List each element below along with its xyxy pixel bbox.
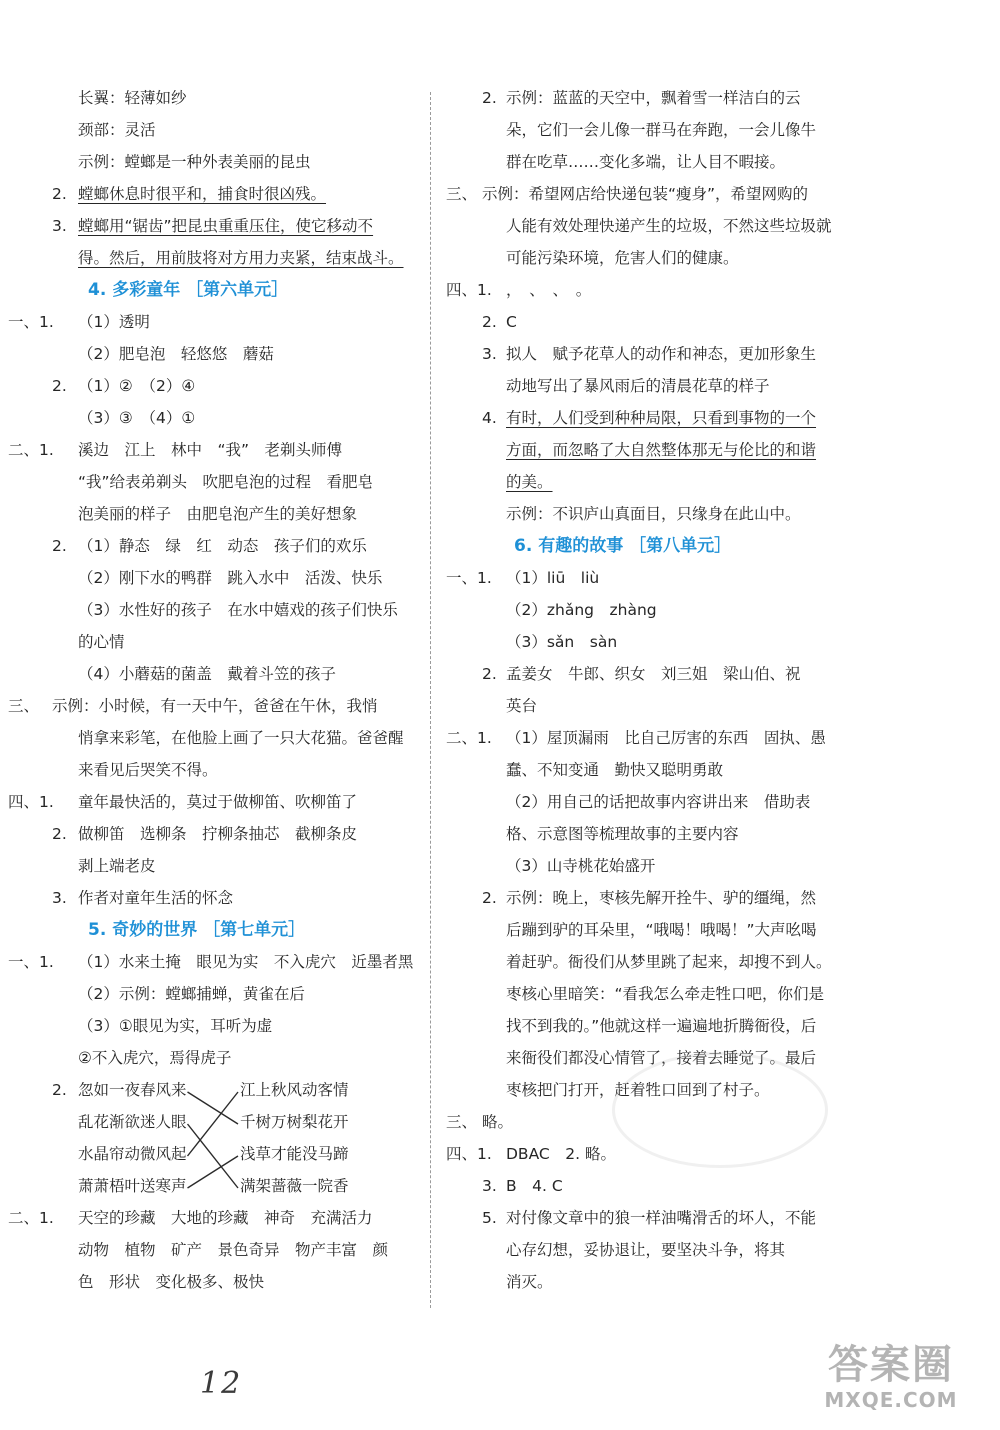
answer-text: DBAC 2. 略。 xyxy=(506,1145,616,1163)
watermark-logo xyxy=(802,1342,980,1412)
answer-text: 示例：螳螂是一种外表美丽的昆虫 xyxy=(78,153,311,171)
question-number: 一、1. xyxy=(446,569,492,587)
answer-text: （4）小蘑菇的菌盖 戴着斗笠的孩子 xyxy=(78,665,336,683)
question-number: 一、1. xyxy=(8,313,54,331)
match-connector-line xyxy=(188,1156,238,1188)
answer-text: 有时，人们受到种种局限，只看到事物的一个 xyxy=(506,409,817,427)
answer-text: 螳螂休息时很平和，捕食时很凶残。 xyxy=(78,185,327,203)
question-number: 二、1. xyxy=(8,441,54,459)
answer-text: 着赶驴。衙役们从梦里跳了起来，却搜不到人。 xyxy=(506,953,832,971)
answer-text: 来衙役们都没心情管了，接着去睡觉了。最后 xyxy=(506,1049,817,1067)
answer-text: 的美。 xyxy=(506,473,553,491)
match-right-item: 千树万树梨花开 xyxy=(240,1113,349,1131)
answer-text: C xyxy=(506,313,517,331)
answer-text: 群在吃草……变化多端，让人目不暇接。 xyxy=(506,153,786,171)
question-number: 3. xyxy=(52,217,67,235)
match-left-item: 萧萧梧叶送寒声 xyxy=(78,1177,187,1195)
page-number: 12 xyxy=(200,1366,243,1401)
answer-text: ②不入虎穴，焉得虎子 xyxy=(78,1049,232,1067)
answer-text: 人能有效处理快递产生的垃圾，不然这些垃圾就 xyxy=(506,217,832,235)
answer-text: 可能污染环境，危害人们的健康。 xyxy=(506,249,739,267)
answer-text: 的心情 xyxy=(78,633,125,651)
section-heading-text: 5. 奇妙的世界 ［第七单元］ xyxy=(88,920,306,940)
answer-text: （1）透明 xyxy=(78,313,150,331)
answer-text: 螳螂用“锯齿”把昆虫重重压住，使它移动不 xyxy=(78,217,374,235)
match-connector-line xyxy=(188,1092,238,1156)
answer-text: 消灭。 xyxy=(506,1273,553,1291)
match-right-item: 浅草才能没马蹄 xyxy=(240,1145,349,1163)
answer-text: （3）山寺桃花始盛开 xyxy=(506,857,656,875)
answer-text: 枣核心里暗笑：“看我怎么牵走牲口吧，你们是 xyxy=(506,985,825,1003)
question-number: 2. xyxy=(52,825,67,843)
answer-text: （2）肥皂泡 轻悠悠 蘑菇 xyxy=(78,345,274,363)
answer-text: 天空的珍藏 大地的珍藏 神奇 充满活力 xyxy=(78,1209,373,1227)
answer-text: 后蹦到驴的耳朵里，“哦喝！哦喝！”大声吆喝 xyxy=(506,921,817,939)
answer-text: 蠢、不知变通 勤快又聪明勇敢 xyxy=(506,761,724,779)
answer-text: 方面，而忽略了大自然整体那无与伦比的和谐 xyxy=(506,441,817,459)
answer-text: 示例：晚上，枣核先解开拴牛、驴的缰绳，然 xyxy=(506,889,817,907)
question-number: 三、 xyxy=(8,697,40,715)
answer-text: 枣核把门打开，赶着牲口回到了村子。 xyxy=(506,1081,770,1099)
answer-text: 动地写出了暴风雨后的清晨花草的样子 xyxy=(506,377,770,395)
question-number: 3. xyxy=(52,889,67,907)
question-number: 3. xyxy=(482,345,497,363)
answer-text: （2）用自己的话把故事内容讲出来 借助表 xyxy=(506,793,811,811)
match-left-item: 水晶帘动微风起 xyxy=(78,1145,187,1163)
answer-text: 孟姜女 牛郎、织女 刘三姐 梁山伯、祝 xyxy=(506,665,801,683)
answer-text: “我”给表弟剃头 吹肥皂泡的过程 看肥皂 xyxy=(78,473,374,491)
match-right-item: 满架蔷薇一院香 xyxy=(240,1177,349,1195)
answer-text: （2）刚下水的鸭群 跳入水中 活泼、快乐 xyxy=(78,569,383,587)
question-number: 四、1. xyxy=(446,1145,492,1163)
answer-text: （3）③ （4）① xyxy=(78,409,196,427)
answer-text: （2）zhǎng zhàng xyxy=(506,601,657,619)
question-number: 2. xyxy=(52,1081,67,1099)
question-number: 一、1. xyxy=(8,953,54,971)
question-number: 二、1. xyxy=(446,729,492,747)
answer-text: （3）水性好的孩子 在水中嬉戏的孩子们快乐 xyxy=(78,601,398,619)
match-connector-line xyxy=(188,1124,238,1188)
match-connector-line xyxy=(188,1092,238,1124)
answer-text: 示例：希望网店给快递包装“瘦身”，希望网购的 xyxy=(482,185,809,203)
answer-text: 长翼：轻薄如纱 xyxy=(78,89,187,107)
answer-text: （1）② （2）④ xyxy=(78,377,196,395)
answer-text: （1）liū liù xyxy=(506,569,600,587)
answer-text: 溪边 江上 林中 “我” 老剃头师傅 xyxy=(78,441,343,459)
answer-text: 童年最快活的，莫过于做柳笛、吹柳笛了 xyxy=(78,793,358,811)
answer-text: 格、示意图等梳理故事的主要内容 xyxy=(506,825,739,843)
answer-text: 略。 xyxy=(482,1113,514,1131)
watermark-text: 答案圈 xyxy=(828,1342,954,1388)
question-number: 2. xyxy=(52,377,67,395)
answer-text: 朵，它们一会儿像一群马在奔跑，一会儿像牛 xyxy=(506,121,817,139)
answer-text: B 4. C xyxy=(506,1177,563,1195)
question-number: 2. xyxy=(482,313,497,331)
watermark-url: MXQE.COM xyxy=(824,1388,958,1412)
section-heading-text: 6. 有趣的故事 ［第八单元］ xyxy=(514,536,732,556)
answer-text: 示例：不识庐山真面目，只缘身在此山中。 xyxy=(506,505,801,523)
question-number: 四、1. xyxy=(446,281,492,299)
answer-text: （2）示例：螳螂捕蝉，黄雀在后 xyxy=(78,985,305,1003)
answer-text: ， 、 、 。 xyxy=(506,281,592,299)
question-number: 四、1. xyxy=(8,793,54,811)
question-number: 三、 xyxy=(446,1113,478,1131)
answer-text: 英台 xyxy=(506,697,538,715)
question-number: 2. xyxy=(52,185,67,203)
question-number: 三、 xyxy=(446,185,478,203)
question-number: 2. xyxy=(52,537,67,555)
answer-text: 示例：小时候，有一天中午，爸爸在午休，我悄 xyxy=(52,697,378,715)
section-heading-text: 4. 多彩童年 ［第六单元］ xyxy=(88,280,289,300)
answer-text: 来看见后哭笑不得。 xyxy=(78,761,218,779)
answer-text: （3）sǎn sàn xyxy=(506,633,618,651)
question-number: 4. xyxy=(482,409,497,427)
question-number: 3. xyxy=(482,1177,497,1195)
answer-text: （1）静态 绿 红 动态 孩子们的欢乐 xyxy=(78,537,367,555)
question-number: 二、1. xyxy=(8,1209,54,1227)
answer-text: 作者对童年生活的怀念 xyxy=(78,889,234,907)
answer-text: 示例：蓝蓝的天空中，飘着雪一样洁白的云 xyxy=(506,89,801,107)
answer-text: 悄拿来彩笔，在他脸上画了一只大花猫。爸爸醒 xyxy=(78,729,404,747)
answer-text: 泡美丽的样子 由肥皂泡产生的美好想象 xyxy=(78,505,358,523)
question-number: 2. xyxy=(482,89,497,107)
answer-text: 心存幻想，妥协退让，要坚决斗争，将其 xyxy=(506,1241,786,1259)
answer-text: 做柳笛 选柳条 拧柳条抽芯 截柳条皮 xyxy=(78,825,358,843)
answer-text: （3）①眼见为实，耳听为虚 xyxy=(78,1017,273,1035)
match-right-item: 江上秋风动客情 xyxy=(240,1081,349,1099)
question-number: 5. xyxy=(482,1209,497,1227)
match-left-item: 忽如一夜春风来 xyxy=(78,1081,187,1099)
answer-text: （1）水来土掩 眼见为实 不入虎穴 近墨者黑 xyxy=(78,953,414,971)
question-number: 2. xyxy=(482,665,497,683)
answer-text: 对付像文章中的狼一样油嘴滑舌的坏人，不能 xyxy=(506,1209,817,1227)
answer-text: （1）屋顶漏雨 比自己厉害的东西 固执、愚 xyxy=(506,729,826,747)
answer-text: 找不到我的。”他就这样一遍遍地折腾衙役，后 xyxy=(506,1017,817,1035)
answer-text: 颈部：灵活 xyxy=(78,121,156,139)
answer-text: 色 形状 变化极多、极快 xyxy=(78,1273,265,1291)
answer-text: 动物 植物 矿产 景色奇异 物产丰富 颜 xyxy=(78,1241,389,1259)
answer-text: 剥上端老皮 xyxy=(78,857,156,875)
match-left-item: 乱花渐欲迷人眼 xyxy=(78,1113,187,1131)
answer-text: 拟人 赋予花草人的动作和神态，更加形象生 xyxy=(506,345,817,363)
answer-text: 得。然后，用前肢将对方用力夹紧，结束战斗。 xyxy=(78,249,404,267)
question-number: 2. xyxy=(482,889,497,907)
